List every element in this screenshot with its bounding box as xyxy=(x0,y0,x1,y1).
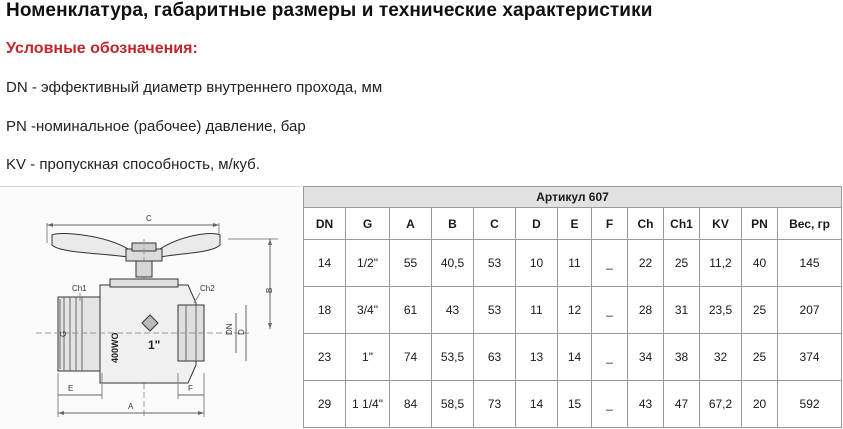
column-header: C xyxy=(474,208,516,240)
table-cell: 58,5 xyxy=(432,381,474,428)
table-cell: 11 xyxy=(516,287,558,334)
table-cell: 592 xyxy=(778,381,842,428)
table-cell: 40 xyxy=(742,240,778,287)
table-cell: 11,2 xyxy=(700,240,742,287)
table-cell: 15 xyxy=(558,381,592,428)
table-cell: 3/4" xyxy=(346,287,390,334)
specifications-table xyxy=(303,186,842,428)
table-cell: _ xyxy=(592,287,628,334)
table-cell: 84 xyxy=(390,381,432,428)
legend-kv-description: KV - пропускная способность, м/куб. xyxy=(6,156,260,173)
column-header: Ch xyxy=(628,208,664,240)
table-cell: 11 xyxy=(558,240,592,287)
table-header-row xyxy=(304,208,842,240)
ch1-label: Ch1 xyxy=(72,284,87,293)
ch2-label: Ch2 xyxy=(200,284,215,293)
table-cell: 25 xyxy=(742,334,778,381)
table-cell: 63 xyxy=(474,334,516,381)
table-cell: 67,2 xyxy=(700,381,742,428)
table-cell: 47 xyxy=(664,381,700,428)
column-header: F xyxy=(592,208,628,240)
dimension-g-label: G xyxy=(59,330,68,337)
page-title: Номенклатура, габаритные размеры и технические характеристики xyxy=(6,0,653,21)
legend-pn-description: PN -номинальное (рабочее) давление, бар xyxy=(6,118,306,135)
dimension-a-label: A xyxy=(128,402,134,411)
size-marking: 1" xyxy=(148,338,161,352)
table-cell: 374 xyxy=(778,334,842,381)
dimension-d-label: D xyxy=(237,329,246,335)
table-cell: 207 xyxy=(778,287,842,334)
table-cell: 14 xyxy=(304,240,346,287)
table-cell: 23 xyxy=(304,334,346,381)
column-header: PN xyxy=(742,208,778,240)
table-cell: 18 xyxy=(304,287,346,334)
dimension-dn-label: DN xyxy=(225,323,234,335)
table-row xyxy=(304,287,842,334)
article-header: Артикул 607 xyxy=(304,187,842,208)
table-cell: 14 xyxy=(516,381,558,428)
dimension-e-label: E xyxy=(68,384,74,393)
table-cell: 23,5 xyxy=(700,287,742,334)
column-header: A xyxy=(390,208,432,240)
table-cell: 28 xyxy=(628,287,664,334)
table-cell: 43 xyxy=(432,287,474,334)
column-header: DN xyxy=(304,208,346,240)
table-cell: 29 xyxy=(304,381,346,428)
column-header: D xyxy=(516,208,558,240)
table-cell: 55 xyxy=(390,240,432,287)
table-cell: 10 xyxy=(516,240,558,287)
table-cell: 25 xyxy=(742,287,778,334)
dimension-c-label: C xyxy=(146,214,152,223)
table-row xyxy=(304,381,842,428)
table-cell: 145 xyxy=(778,240,842,287)
table-cell: 1 1/4" xyxy=(346,381,390,428)
table-row xyxy=(304,334,842,381)
table-cell: 53 xyxy=(474,287,516,334)
table-cell: 61 xyxy=(390,287,432,334)
column-header: G xyxy=(346,208,390,240)
table-cell: 53,5 xyxy=(432,334,474,381)
dimension-f-label: F xyxy=(188,384,193,393)
legend-dn-description: DN - эффективный диаметр внутреннего прохода, мм xyxy=(6,79,383,96)
table-cell: 31 xyxy=(664,287,700,334)
brand-marking: 400WO xyxy=(110,332,120,363)
table-cell: 73 xyxy=(474,381,516,428)
table-cell: 22 xyxy=(628,240,664,287)
table-cell: _ xyxy=(592,334,628,381)
table-row xyxy=(304,240,842,287)
table-cell: 32 xyxy=(700,334,742,381)
table-cell: 43 xyxy=(628,381,664,428)
table-cell: 34 xyxy=(628,334,664,381)
table-cell: 38 xyxy=(664,334,700,381)
table-cell: 53 xyxy=(474,240,516,287)
table-cell: 25 xyxy=(664,240,700,287)
table-cell: _ xyxy=(592,240,628,287)
table-cell: 1" xyxy=(346,334,390,381)
column-header: E xyxy=(558,208,592,240)
table-cell: _ xyxy=(592,381,628,428)
table-cell: 1/2" xyxy=(346,240,390,287)
column-header: KV xyxy=(700,208,742,240)
column-header: B xyxy=(432,208,474,240)
table-cell: 13 xyxy=(516,334,558,381)
table-cell: 12 xyxy=(558,287,592,334)
legend-heading: Условные обозначения: xyxy=(6,40,198,57)
ball-valve-drawing xyxy=(0,187,300,429)
table-cell: 14 xyxy=(558,334,592,381)
valve-drawing-panel xyxy=(0,186,300,429)
column-header: Вес, гр xyxy=(778,208,842,240)
dimension-b-label: B xyxy=(265,287,274,293)
column-header: Ch1 xyxy=(664,208,700,240)
table-cell: 20 xyxy=(742,381,778,428)
table-cell: 40,5 xyxy=(432,240,474,287)
table-cell: 74 xyxy=(390,334,432,381)
